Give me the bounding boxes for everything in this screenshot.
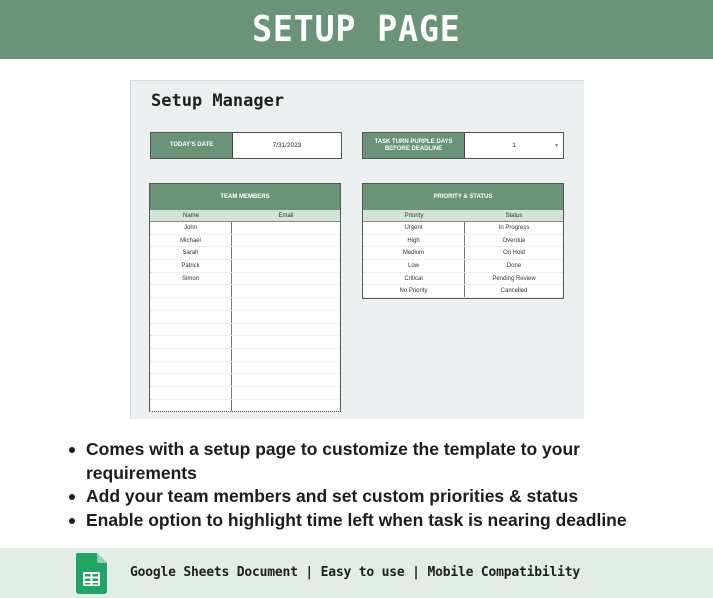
team-members-table (149, 183, 341, 412)
table-row (150, 222, 340, 235)
purple-days-value: 1 (512, 142, 516, 149)
table-cell[interactable]: On Hold (502, 250, 525, 257)
table-row (150, 311, 340, 324)
purple-days-field (362, 132, 564, 159)
table-cell[interactable]: Overdue (502, 237, 526, 244)
table-row (363, 260, 563, 273)
table-cell[interactable] (150, 349, 232, 361)
table-cell[interactable]: Done (506, 262, 522, 269)
table-cell[interactable] (150, 298, 232, 310)
table-cell[interactable] (150, 362, 232, 374)
team-members-title: TEAM MEMBERS (150, 184, 340, 210)
priority-status-header-row (363, 210, 563, 222)
table-row (363, 235, 563, 248)
todays-date-label: TODAY'S DATE (151, 133, 233, 158)
table-row (150, 247, 340, 260)
table-cell[interactable]: In Progress (498, 224, 530, 231)
table-cell[interactable] (150, 374, 232, 386)
spreadsheet-preview (130, 80, 584, 419)
footer-text: Google Sheets Document | Easy to use | Mobile Compatibility (130, 565, 580, 580)
table-cell[interactable]: Medium (363, 247, 465, 259)
table-row (150, 260, 340, 273)
table-cell[interactable]: Urgent (363, 222, 465, 234)
table-cell[interactable] (232, 400, 340, 412)
team-members-header-row (150, 210, 340, 222)
table-row (150, 374, 340, 387)
table-cell[interactable] (232, 336, 340, 348)
table-cell[interactable]: Simon (150, 273, 232, 285)
table-cell[interactable]: High (363, 235, 465, 247)
table-cell[interactable]: Patrick (150, 260, 232, 272)
table-row (150, 336, 340, 349)
feature-item: Enable option to highlight time left when task is nearing deadline (66, 509, 666, 533)
todays-date-field (150, 132, 342, 159)
google-sheets-icon (76, 553, 107, 594)
table-row (150, 349, 340, 362)
priority-status-body (363, 222, 563, 298)
table-row (150, 285, 340, 298)
table-cell[interactable] (232, 362, 340, 374)
table-row (150, 235, 340, 248)
table-cell[interactable]: Sarah (150, 247, 232, 259)
table-row (363, 285, 563, 298)
table-cell[interactable] (232, 222, 340, 234)
table-cell[interactable]: Pending Review (492, 275, 536, 282)
table-cell[interactable] (232, 235, 340, 247)
purple-days-label: TASK TURN PURPLE DAYS BEFORE DEADLINE (363, 133, 465, 158)
table-cell[interactable] (150, 400, 232, 412)
table-cell[interactable]: John (150, 222, 232, 234)
table-row (363, 247, 563, 260)
table-cell[interactable] (150, 387, 232, 399)
table-cell[interactable] (232, 387, 340, 399)
priority-status-title: PRIORITY & STATUS (363, 184, 563, 210)
feature-item: Add your team members and set custom priorities & status (66, 485, 666, 509)
column-header-priority: Priority (404, 212, 424, 219)
table-row (150, 324, 340, 337)
table-row (150, 298, 340, 311)
table-cell[interactable] (232, 298, 340, 310)
table-cell[interactable] (150, 311, 232, 323)
team-members-body (150, 222, 340, 412)
table-row (363, 222, 563, 235)
feature-list (66, 438, 666, 532)
table-cell[interactable] (232, 260, 340, 272)
table-cell[interactable] (232, 311, 340, 323)
table-row (150, 400, 340, 413)
feature-item: Comes with a setup page to customize the template to your requirements (66, 438, 666, 485)
priority-status-table (362, 183, 564, 299)
table-cell[interactable] (232, 273, 340, 285)
table-cell[interactable] (232, 374, 340, 386)
table-cell[interactable] (232, 285, 340, 297)
table-cell[interactable]: Michael (150, 235, 232, 247)
column-header-status: Status (505, 212, 523, 219)
table-row (363, 273, 563, 286)
header-banner (0, 0, 713, 59)
table-cell[interactable] (232, 324, 340, 336)
sheet-title: Setup Manager (151, 91, 285, 111)
table-cell[interactable]: No Priority (363, 285, 465, 297)
table-row (150, 362, 340, 375)
table-row (150, 273, 340, 286)
column-header-email: Email (278, 212, 294, 219)
purple-days-select[interactable] (465, 133, 563, 158)
chevron-down-icon[interactable]: ▼ (554, 142, 559, 149)
column-header-name: Name (182, 212, 199, 219)
table-row (150, 387, 340, 400)
table-cell[interactable] (232, 349, 340, 361)
table-cell[interactable]: Low (363, 260, 465, 272)
todays-date-value[interactable]: 7/31/2023 (272, 142, 302, 149)
table-cell[interactable]: Critical (363, 273, 465, 285)
page-title: SETUP PAGE (252, 9, 461, 50)
table-cell[interactable] (150, 324, 232, 336)
table-cell[interactable] (150, 336, 232, 348)
table-cell[interactable] (150, 285, 232, 297)
table-cell[interactable] (232, 247, 340, 259)
table-cell[interactable]: Cancelled (500, 288, 528, 295)
